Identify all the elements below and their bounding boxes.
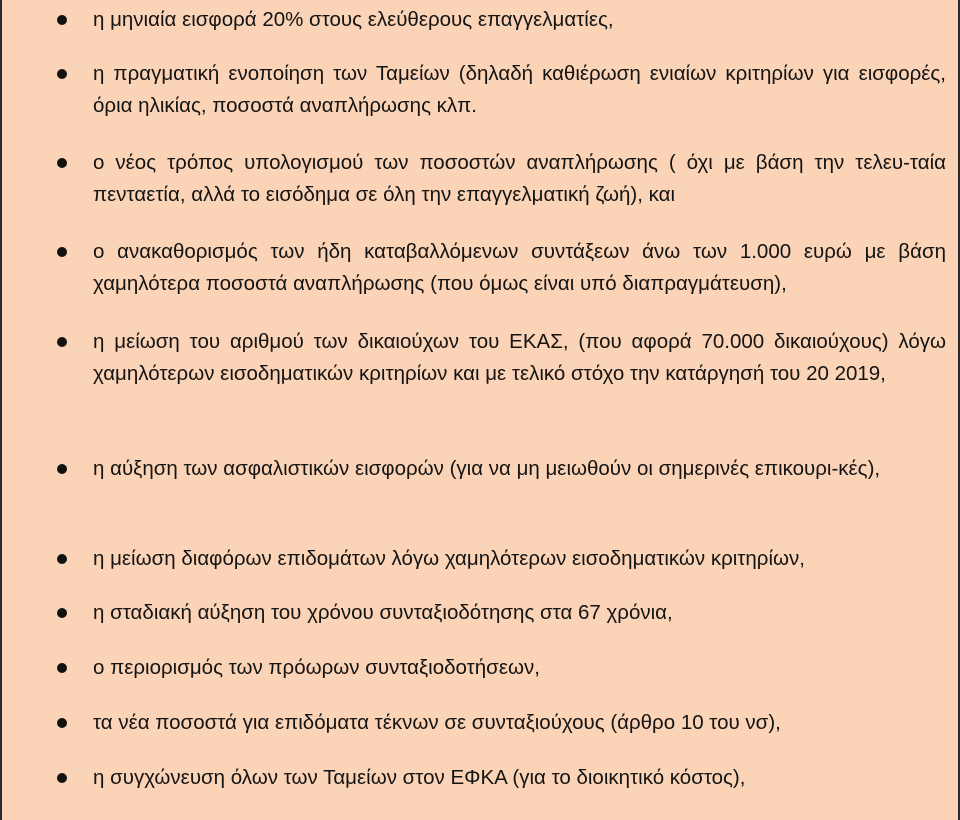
text-line: η πραγματική ενοποίηση των Ταμείων (δηλαδή καθιέρωση ενιαίων κριτηρίων για (93, 62, 850, 85)
list-item-text (93, 326, 946, 390)
bullet-icon (57, 718, 67, 728)
text-line: εισφορές, όρια ηλικίας, ποσοστά αναπλήρωσης κλπ. (93, 62, 946, 117)
text-line: κές), (838, 457, 881, 480)
text-line: βάση χαμηλότερα ποσοστά αναπλήρωσης (που όμως είναι υπό διαπραγμάτευση), (93, 240, 946, 295)
text-line: ο περιορισμός των πρόωρων συνταξιοδοτήσεων, (93, 656, 540, 679)
text-line: η μείωση διαφόρων επιδομάτων λόγω χαμηλότερων εισοδηματικών κριτηρίων, (93, 547, 805, 570)
text-line: τα νέα ποσοστά για επιδόματα τέκνων σε συνταξιούχους (άρθρο 10 του νσ), (93, 711, 781, 734)
list-item-text (93, 543, 946, 575)
bullet-icon (57, 663, 67, 673)
text-line: η σταδιακή αύξηση του χρόνου συνταξιοδότησης στα 67 χρόνια, (93, 601, 673, 624)
bullet-icon (57, 773, 67, 783)
text-line: ταία πενταετία, αλλά το εισόδημα σε όλη την επαγγελματική ζωή), και (93, 151, 946, 206)
list-item-text (93, 147, 946, 211)
list-item-text (93, 762, 946, 794)
text-line: του 20 2019, (769, 362, 886, 385)
bullet-icon (57, 464, 67, 474)
list-item-text (93, 58, 946, 122)
text-line: η μείωση του αριθμού των δικαιούχων του ΕΚΑΣ, (που αφορά 70.000 δικαιούχους) (93, 330, 889, 353)
text-line: η αύξηση των ασφαλιστικών εισφορών (για να μη μειωθούν οι σημερινές επικουρι- (93, 457, 839, 480)
text-line: ο ανακαθορισμός των ήδη καταβαλλόμενων συντάξεων άνω των 1.000 ευρώ με (93, 240, 886, 263)
bullet-icon (57, 247, 67, 257)
text-line: η μηνιαία εισφορά 20% στους ελεύθερους επαγγελματίες, (93, 8, 614, 31)
bullet-icon (57, 554, 67, 564)
bullet-icon (57, 337, 67, 347)
list-item-text (93, 597, 946, 629)
bullet-icon (57, 158, 67, 168)
bullet-icon (57, 15, 67, 25)
text-line: ο νέος τρόπος υπολογισμού των ποσοστών αναπλήρωσης ( όχι με βάση την τελευ- (93, 151, 910, 174)
text-line: λόγω χαμηλότερων εισοδηματικών κριτηρίων και με τελικό στόχο την κατάργησή (93, 330, 946, 385)
bullet-icon (57, 608, 67, 618)
list-item-text (93, 453, 946, 485)
bullet-icon (57, 69, 67, 79)
list-item-text (93, 236, 946, 300)
list-item-text (93, 652, 946, 684)
list-item-text (93, 707, 946, 739)
text-line: η συγχώνευση όλων των Ταμείων στον ΕΦΚΑ (για το διοικητικό κόστος), (93, 766, 746, 789)
list-item-text (93, 4, 946, 36)
